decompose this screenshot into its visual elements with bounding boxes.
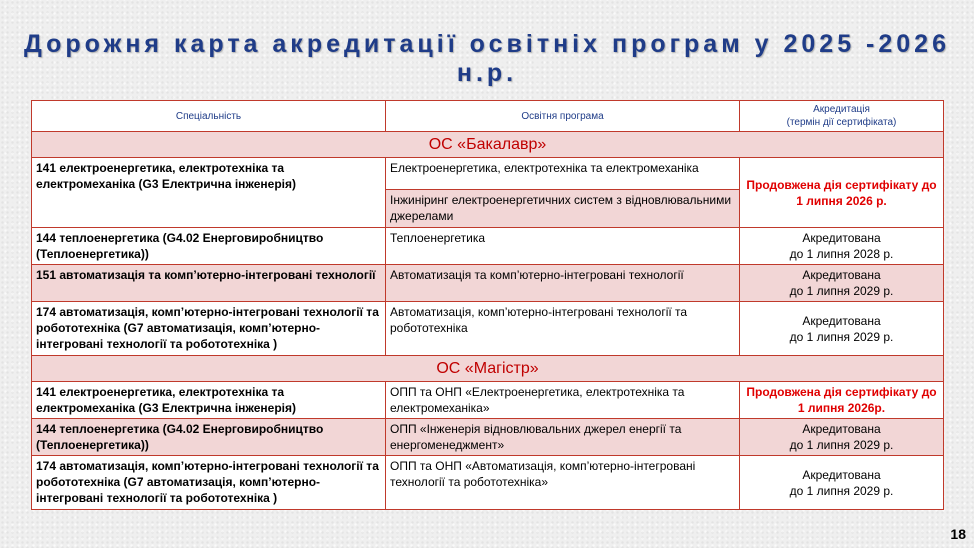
accreditation-date: до 1 липня 2029 р.: [789, 284, 894, 298]
accreditation-cell: [740, 265, 944, 302]
program-cell: ОПП та ОНП «Електроенергетика, електротехніка та електромеханіка»: [386, 382, 740, 419]
accreditation-status: Акредитована: [802, 231, 881, 245]
accreditation-status: Акредитована: [802, 313, 881, 328]
accreditation-cell: [740, 228, 944, 265]
table-row: [32, 158, 944, 190]
accreditation-date: до 1 липня 2029 р.: [789, 483, 894, 498]
section-row-master: [32, 356, 944, 382]
accreditation-date: до 1 липня 2029 р.: [789, 329, 894, 344]
accreditation-table: [31, 100, 944, 510]
specialty-cell: 141 електроенергетика, електротехніка та електромеханіка (G3 Електрична інженерія): [32, 158, 386, 228]
accreditation-cell: Продовжена дія сертифікату до 1 липня 2026р.: [740, 382, 944, 419]
specialty-cell: 144 теплоенергетика (G4.02 Енерговиробництво (Теплоенергетика)): [32, 419, 386, 456]
column-header-program: Освітня програма: [386, 101, 740, 132]
table-row: [32, 302, 944, 356]
specialty-cell: 174 автоматизація, комп’ютерно-інтегровані технології та робототехніка (G7 автоматизація, комп’ютерно-інтегровані технології та робототехніка ): [32, 302, 386, 356]
accreditation-status: Акредитована: [802, 268, 881, 282]
program-cell: Теплоенергетика: [386, 228, 740, 265]
table-row: [32, 419, 944, 456]
page-number: 18: [950, 526, 966, 542]
specialty-cell: 141 електроенергетика, електротехніка та електромеханіка (G3 Електрична інженерія): [32, 382, 386, 419]
accreditation-cell: [740, 302, 944, 356]
section-title-master: ОС «Магістр»: [32, 356, 944, 382]
accreditation-cell: [740, 456, 944, 510]
table-row: [32, 382, 944, 419]
program-cell: ОПП «Інженерія відновлювальних джерел енергії та енергоменеджмент»: [386, 419, 740, 456]
table-row: [32, 265, 944, 302]
table-row: [32, 456, 944, 510]
program-cell: Електроенергетика, електротехніка та електромеханіка: [386, 158, 740, 190]
accreditation-status: Акредитована: [802, 422, 881, 436]
program-cell: Автоматизація, комп’ютерно-інтегровані технології та робототехніка: [386, 302, 740, 356]
table-row: [32, 228, 944, 265]
program-cell: Автоматизація та комп’ютерно-інтегровані технології: [386, 265, 740, 302]
accreditation-header-line2: (термін дії сертифіката): [786, 117, 897, 128]
accreditation-header-line1: Акредитація: [813, 104, 870, 115]
accreditation-cell: [740, 419, 944, 456]
page-title: Дорожня карта акредитації освітніх програм у 2025 -2026 н.р.: [24, 30, 950, 87]
table-header-row: [32, 101, 944, 132]
accreditation-date: до 1 липня 2028 р.: [789, 247, 894, 261]
program-cell: Інжиніринг електроенергетичних систем з відновлювальними джерелами: [386, 190, 740, 228]
specialty-cell: 144 теплоенергетика (G4.02 Енерговиробництво (Теплоенергетика)): [32, 228, 386, 265]
column-header-accreditation: [740, 101, 944, 132]
section-row-bachelor: [32, 132, 944, 158]
column-header-specialty: Спеціальність: [32, 101, 386, 132]
accreditation-status: Акредитована: [802, 467, 881, 482]
accreditation-cell: Продовжена дія сертифікату до 1 липня 2026 р.: [740, 158, 944, 228]
section-title-bachelor: ОС «Бакалавр»: [32, 132, 944, 158]
accreditation-date: до 1 липня 2029 р.: [789, 438, 894, 452]
specialty-cell: 174 автоматизація, комп’ютерно-інтегровані технології та робототехніка (G7 автоматизація, комп’ютерно-інтегровані технології та робототехніка ): [32, 456, 386, 510]
specialty-cell: 151 автоматизація та комп’ютерно-інтегровані технології: [32, 265, 386, 302]
program-cell: ОПП та ОНП «Автоматизація, комп’ютерно-інтегровані технології та робототехніка»: [386, 456, 740, 510]
